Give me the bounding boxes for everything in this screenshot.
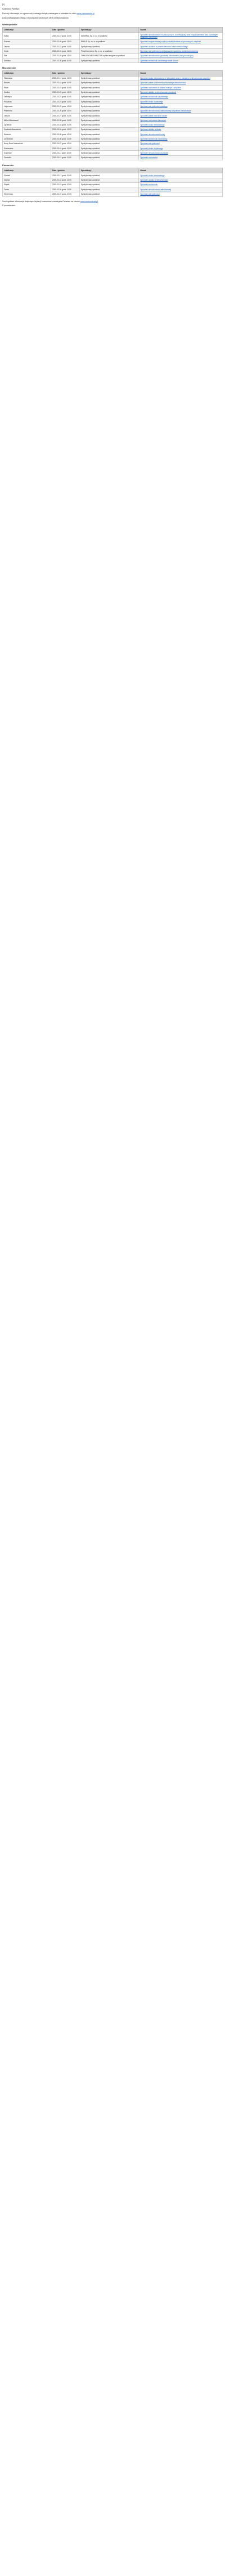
table-header-row bbox=[3, 71, 223, 76]
cell-seller: Syndyk masy upadłości bbox=[79, 132, 139, 137]
cell-seller: Syndyk masy upadłości bbox=[79, 118, 139, 123]
cell-location: Tczew bbox=[3, 187, 51, 192]
table-row bbox=[3, 109, 223, 113]
cell-seller: Syndyk masy upadłości bbox=[79, 151, 139, 155]
cell-date: 2025-02-18 godz. 11:00 bbox=[51, 80, 80, 85]
cell-location: Żyrardów bbox=[3, 123, 51, 127]
listing-link[interactable]: Sprzedaż zorganizowanej części przedsiębiorstwa w tym maszyn i urządzeń bbox=[139, 39, 223, 44]
cell-location: Legionowo bbox=[3, 104, 51, 109]
table-row bbox=[3, 59, 223, 63]
cell-date: 2025-02-19 godz. 10:00 bbox=[51, 182, 80, 187]
footer-line-2: Z poważaniem bbox=[2, 204, 16, 207]
table-row bbox=[3, 44, 223, 49]
listing-link[interactable]: Sprzedaż nieruchomości zabudowanej budynkiem mieszkalnym bbox=[139, 109, 223, 113]
listing-link[interactable]: Sprzedaż wierzytelności przysługujących upadłemu wobec kontrahentów bbox=[139, 49, 223, 53]
listing-link[interactable]: Sprzedaż samochodu osobowego bbox=[139, 137, 223, 141]
column-header: Nazwa bbox=[139, 168, 223, 173]
cell-date: 2025-02-21 godz. 10:00 bbox=[51, 95, 80, 99]
listing-link[interactable]: Sprzedaż lokalu użytkowego bbox=[139, 146, 223, 151]
cell-location: Piaseczno bbox=[3, 109, 51, 113]
column-header: Lokalizacja bbox=[3, 168, 51, 173]
listing-link[interactable]: Sprzedaż lokalu mieszkalnego bbox=[139, 173, 223, 178]
cell-seller: Syndyk masy upadłości bbox=[79, 123, 139, 127]
cell-seller: Syndyk masy upadłości bbox=[79, 187, 139, 192]
table-header-row bbox=[3, 168, 223, 173]
cell-location: Nowy Dwór Mazowiecki bbox=[3, 141, 51, 146]
table-row bbox=[3, 33, 223, 40]
cell-seller: Syndyk masy upadłości bbox=[79, 95, 139, 99]
cell-location: Wejherowo bbox=[3, 192, 51, 196]
cell-location: Garwolin bbox=[3, 155, 51, 160]
cell-date: 2025-03-04 godz. 12:00 bbox=[51, 127, 80, 132]
column-header: Lokalizacja bbox=[3, 28, 51, 33]
listing-link[interactable]: Sprzedaż nieruchomości rolnej bbox=[139, 132, 223, 137]
cell-seller: Syndyk masy upadłości bbox=[79, 104, 139, 109]
cell-seller: Syndyk masy upadłości bbox=[79, 109, 139, 113]
table-row bbox=[3, 76, 223, 80]
cell-location: Poznań bbox=[3, 39, 51, 44]
table-row bbox=[3, 123, 223, 127]
cell-date: 2025-02-19 godz. 10:00 bbox=[51, 33, 80, 40]
cell-location: Kalisz bbox=[3, 33, 51, 40]
intro-line-4: Lista przetargów/przetargu na podstawie złożonych ofert od Wykonawców bbox=[2, 17, 69, 19]
table-row bbox=[3, 118, 223, 123]
cell-date: 2025-02-17 godz. 10:00 bbox=[51, 76, 80, 80]
cell-date: 2025-02-24 godz. 10:00 bbox=[51, 49, 80, 53]
table-row bbox=[3, 151, 223, 155]
listing-link[interactable]: Sprzedaż ruchomości biurowych bbox=[139, 118, 223, 123]
cell-seller: ENBUD Sp. z o.o. w upadłości bbox=[79, 39, 139, 44]
table-row bbox=[3, 146, 223, 151]
column-header: Nazwa bbox=[139, 71, 223, 76]
section-title: Pomorskie bbox=[2, 164, 14, 167]
cell-seller: Syndyk masy upadłości bbox=[79, 90, 139, 95]
listing-link[interactable]: Sprzedaż udziału w nieruchomości bbox=[139, 178, 223, 182]
cell-date: 2025-03-11 godz. 10:00 bbox=[51, 151, 80, 155]
column-header: Sprzedający bbox=[79, 168, 139, 173]
listing-link[interactable]: Sprzedaż lokalu mieszkalnego w Warszawie wraz z udziałem w nieruchomości wspólnej bbox=[139, 76, 223, 80]
table-row bbox=[3, 141, 223, 146]
cell-date: 2025-02-19 godz. 10:00 bbox=[51, 86, 80, 90]
intro-line-1: [1] bbox=[2, 3, 4, 6]
listing-link[interactable]: Sprzedaż nieruchomości gruntowej zabudowanej halą produkcyjną bbox=[139, 53, 223, 58]
cell-date: 2025-03-10 godz. 12:00 bbox=[51, 146, 80, 151]
column-header: Nazwa bbox=[139, 28, 223, 33]
cell-date: 2025-03-03 godz. 10:00 bbox=[51, 123, 80, 127]
intro-line-3-text: Poniżej informacja, po ogłoszeniu przetargi złożyło przetargów w stosunku do ofert bbox=[2, 12, 76, 15]
listing-link[interactable]: Sprzedaż ruchomości bbox=[139, 155, 223, 160]
intro bbox=[2, 3, 223, 20]
listing-link[interactable]: Sprzedaż wierzytelności bbox=[139, 141, 223, 146]
cell-seller: ZAKŁADY MECHANICZNE spółka akcyjna w upadłości bbox=[79, 53, 139, 58]
footer-line-1 bbox=[2, 200, 223, 203]
cell-location: Ciechanów bbox=[3, 137, 51, 141]
cell-location: Gdańsk bbox=[3, 173, 51, 178]
cell-seller: Syndyk masy upadłości bbox=[79, 127, 139, 132]
cell-location: Konin bbox=[3, 49, 51, 53]
page bbox=[0, 0, 225, 207]
cell-date: 2025-02-27 godz. 10:00 bbox=[51, 114, 80, 118]
cell-location: Gdynia bbox=[3, 178, 51, 182]
listing-link[interactable]: Sprzedaż nieruchomości w Kaliszu przy ul. Górnośląskiej, wraz z wyposażeniem oraz pozostałym majątkiem ruchomym bbox=[139, 33, 223, 40]
cell-location: Warszawa bbox=[3, 76, 51, 80]
table-row bbox=[3, 49, 223, 53]
cell-date: 2025-02-20 godz. 12:00 bbox=[51, 90, 80, 95]
cell-seller: Syndyk masy upadłości bbox=[79, 76, 139, 80]
sections bbox=[2, 23, 223, 197]
listing-link[interactable]: Sprzedaż udziałów w prawie własności lokalu mieszkalnego bbox=[139, 44, 223, 49]
cell-seller: Syndyk masy upadłości bbox=[79, 155, 139, 160]
cell-location: Radom bbox=[3, 80, 51, 85]
listing-link[interactable]: Sprzedaż nieruchomości zabudowanej bbox=[139, 187, 223, 192]
cell-seller: Syndyk masy upadłości bbox=[79, 114, 139, 118]
cell-date: 2025-02-21 godz. 10:00 bbox=[51, 192, 80, 196]
column-header: Sprzedający bbox=[79, 71, 139, 76]
table-row bbox=[3, 173, 223, 178]
table-header-row bbox=[3, 28, 223, 33]
table-row bbox=[3, 104, 223, 109]
listing-link[interactable]: Sprzedaż wierzytelności upadłego bbox=[139, 104, 223, 109]
cell-date: 2025-02-28 godz. 11:00 bbox=[51, 118, 80, 123]
cell-date: 2025-02-24 godz. 11:00 bbox=[51, 100, 80, 104]
cell-seller: Syndyk masy upadłości bbox=[79, 146, 139, 151]
cell-date: 2025-03-12 godz. 11:00 bbox=[51, 155, 80, 160]
cell-date: 2025-02-18 godz. 12:00 bbox=[51, 178, 80, 182]
footer-link[interactable]: www.zamowienia.pl bbox=[80, 200, 98, 203]
cell-location: Płock bbox=[3, 86, 51, 90]
listing-link[interactable]: Sprzedaż lokalu użytkowego bbox=[139, 100, 223, 104]
cell-seller: GENERAL Sp. z o.o. w upadłości bbox=[79, 33, 139, 40]
column-header: Lokalizacja bbox=[3, 71, 51, 76]
table-row bbox=[3, 192, 223, 196]
table-row bbox=[3, 182, 223, 187]
column-header: Data i godzina bbox=[51, 168, 80, 173]
cell-seller: Syndyk masy upadłości bbox=[79, 100, 139, 104]
table-row bbox=[3, 187, 223, 192]
listing-link[interactable]: Sprzedaż lokalu mieszkalnego bbox=[139, 123, 223, 127]
listing-link[interactable]: Sprzedaż prawa użytkowania wieczystego nieruchomości bbox=[139, 80, 223, 85]
table-row bbox=[3, 178, 223, 182]
cell-date: 2025-03-07 godz. 10:00 bbox=[51, 141, 80, 146]
footer-line-1-text: Szczegółowe informacje dotyczące licytacji i warunków przetargów Państwo na stronie bbox=[2, 200, 80, 203]
cell-date: 2025-02-25 godz. 13:00 bbox=[51, 53, 80, 58]
cell-date: 2025-02-21 godz. 11:00 bbox=[51, 44, 80, 49]
cell-seller: Syndyk masy upadłości bbox=[79, 182, 139, 187]
cell-location: Gniezno bbox=[3, 59, 51, 63]
listing-link[interactable]: Sprzedaż nieruchomości gruntowej bbox=[139, 151, 223, 155]
cell-date: 2025-02-20 godz. 12:00 bbox=[51, 39, 80, 44]
intro-line-3 bbox=[2, 12, 223, 15]
listing-link[interactable]: Sprzedaż wierzytelności bbox=[139, 192, 223, 196]
cell-seller: Syndyk masy upadłości bbox=[79, 141, 139, 146]
listing-link[interactable]: Sprzedaż prawa własności działki bbox=[139, 114, 223, 118]
section-title: Wielkopolskie bbox=[2, 23, 17, 26]
cell-seller: Syndyk masy upadłości bbox=[79, 192, 139, 196]
listing-link[interactable]: Sprzedaż udziału w lokalu bbox=[139, 127, 223, 132]
table-row bbox=[3, 155, 223, 160]
cell-seller: Syndyk masy upadłości bbox=[79, 86, 139, 90]
table-row bbox=[3, 100, 223, 104]
table-row bbox=[3, 86, 223, 90]
cell-location: Leszno bbox=[3, 44, 51, 49]
listing-table bbox=[2, 70, 223, 160]
cell-date: 2025-03-05 godz. 10:00 bbox=[51, 132, 80, 137]
cell-date: 2025-03-06 godz. 11:00 bbox=[51, 137, 80, 141]
listing-table bbox=[2, 27, 223, 63]
table-row bbox=[3, 127, 223, 132]
cell-seller: Syndyk masy upadłości bbox=[79, 137, 139, 141]
table-row bbox=[3, 137, 223, 141]
listing-link[interactable]: Sprzedaż samochodu bbox=[139, 182, 223, 187]
cell-location: Pruszków bbox=[3, 100, 51, 104]
column-header: Data i godzina bbox=[51, 71, 80, 76]
cell-location: Siedlce bbox=[3, 90, 51, 95]
listing-link[interactable]: Sprzedaż samochodu ciężarowego bbox=[139, 95, 223, 99]
cell-location: Mińsk Mazowiecki bbox=[3, 118, 51, 123]
footer bbox=[2, 200, 223, 207]
table-row bbox=[3, 90, 223, 95]
table-row bbox=[3, 80, 223, 85]
cell-location: Kozienice bbox=[3, 151, 51, 155]
intro-line-2: Szanowni Państwo bbox=[2, 8, 20, 10]
cell-location: Ostrołęka bbox=[3, 95, 51, 99]
listing-link[interactable]: Sprzedaż ruchomości w postaci maszyn i urządzeń bbox=[139, 86, 223, 90]
cell-seller: Syndyk masy upadłości bbox=[79, 173, 139, 178]
column-header: Sprzedający bbox=[79, 28, 139, 33]
cell-location: Otwock bbox=[3, 114, 51, 118]
cell-location: Wołomin bbox=[3, 132, 51, 137]
cell-date: 2025-02-25 godz. 10:00 bbox=[51, 104, 80, 109]
table-row bbox=[3, 53, 223, 58]
table-row bbox=[3, 114, 223, 118]
column-header: Data i godzina bbox=[51, 28, 80, 33]
listing-link[interactable]: Sprzedaż udziału w nieruchomości gruntowej bbox=[139, 90, 223, 95]
cell-date: 2025-02-26 godz. 12:00 bbox=[51, 109, 80, 113]
table-row bbox=[3, 39, 223, 44]
intro-link[interactable]: www.zamowienia.pl bbox=[76, 12, 94, 15]
cell-seller: Syndyk masy upadłości bbox=[79, 80, 139, 85]
cell-date: 2025-02-20 godz. 11:00 bbox=[51, 187, 80, 192]
cell-location: Grodzisk Mazowiecki bbox=[3, 127, 51, 132]
listing-table bbox=[2, 168, 223, 197]
cell-location: Sochaczew bbox=[3, 146, 51, 151]
cell-date: 2025-02-26 godz. 10:00 bbox=[51, 59, 80, 63]
section-title: Mazowieckie bbox=[2, 66, 16, 70]
cell-seller: Syndyk masy upadłości bbox=[79, 178, 139, 182]
cell-location: Słupsk bbox=[3, 182, 51, 187]
cell-location: Piła bbox=[3, 53, 51, 58]
cell-seller: Syndyk masy upadłości bbox=[79, 44, 139, 49]
table-row bbox=[3, 95, 223, 99]
cell-seller: Syndyk masy upadłości bbox=[79, 59, 139, 63]
table-row bbox=[3, 132, 223, 137]
cell-date: 2025-02-17 godz. 10:00 bbox=[51, 173, 80, 178]
listing-link[interactable]: Sprzedaż samochodu osobowego marki Skoda bbox=[139, 59, 223, 63]
cell-seller: PrimeCommerce Sp. z o.o. w upadłości bbox=[79, 49, 139, 53]
